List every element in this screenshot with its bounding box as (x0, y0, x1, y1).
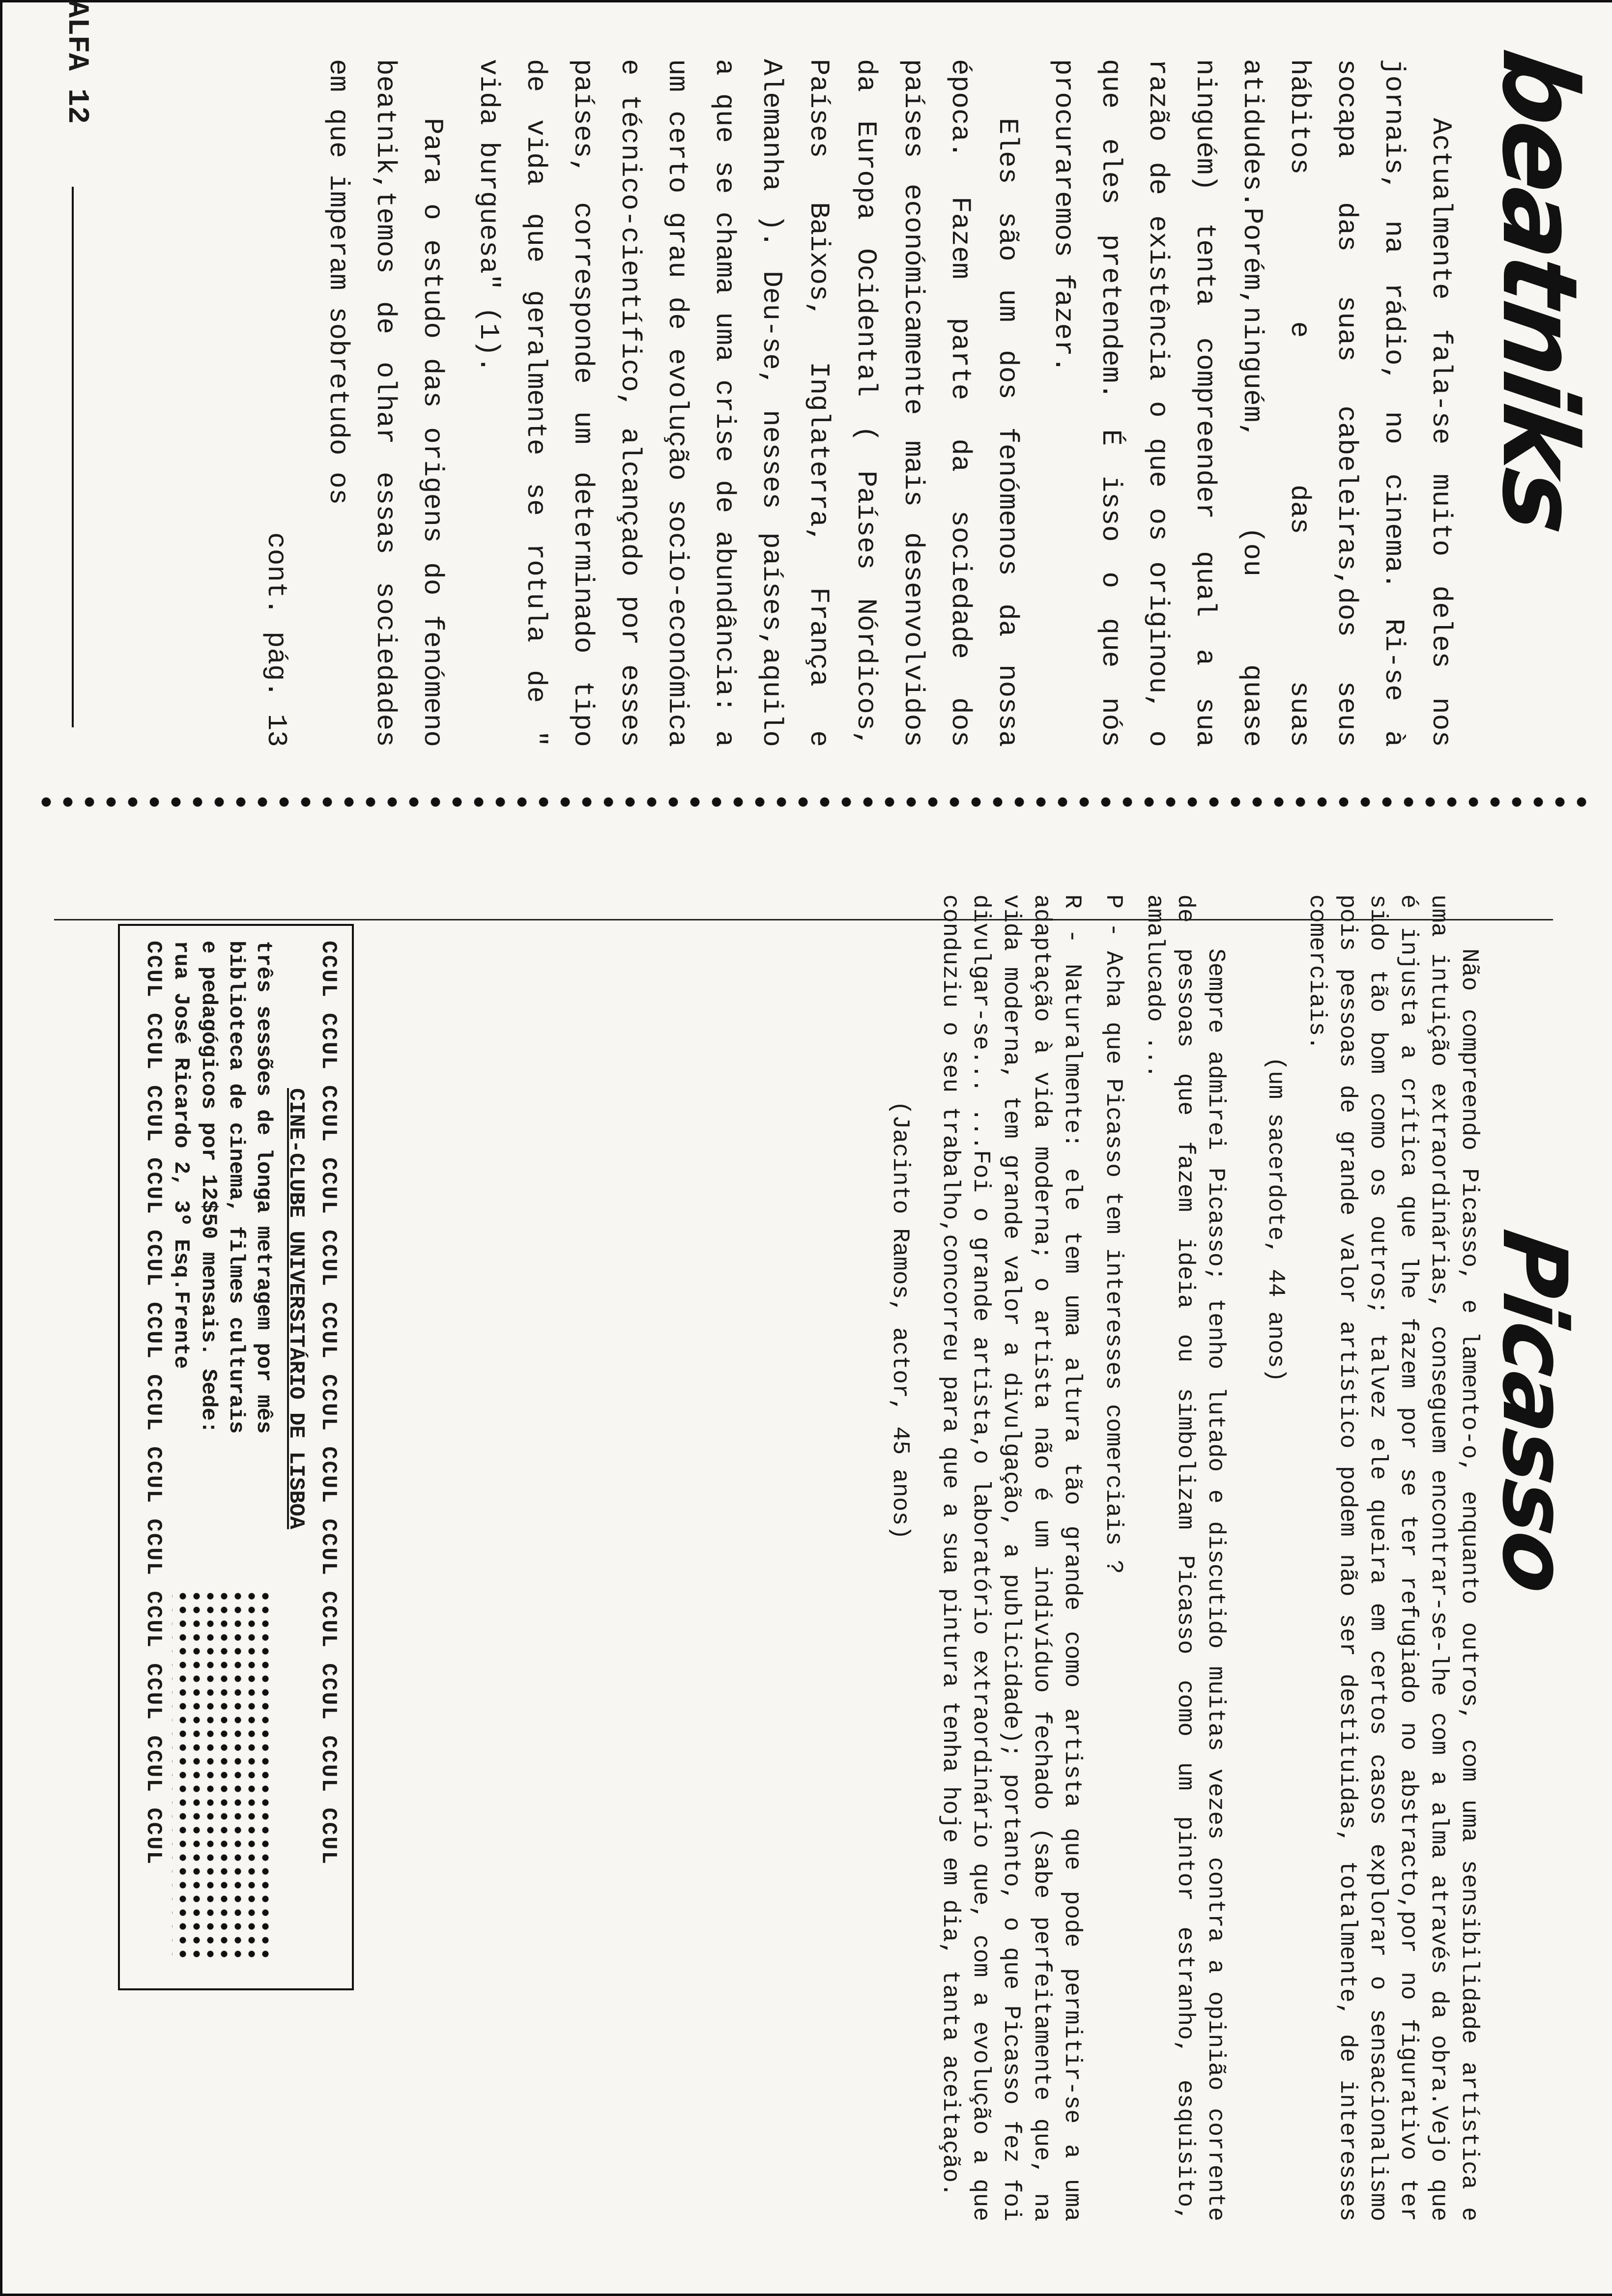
page-footer (54, 0, 93, 737)
dotted-divider (29, 796, 1592, 808)
ccul-top-row: CCUL CCUL CCUL CCUL CCUL CCUL CCUL CCUL CCUL CCUL CCUL CCUL CCUL (316, 941, 341, 1866)
signature-actor: (Jacinto Ramos, actor, 45 anos) (887, 1101, 913, 1540)
page-number: ALFA 12 (60, 0, 93, 124)
ccul-bottom-row: CCUL CCUL CCUL CCUL CCUL CCUL CCUL CCUL CCUL CCUL CCUL CCUL CCUL (141, 941, 166, 1866)
ccul-line-3: e pedagógicos por 12$50 mensais. Sede: (196, 941, 221, 1434)
continued-note: cont. pág. 13 (260, 532, 292, 747)
ccul-advert (118, 924, 354, 1990)
signature-priest: (um sacerdote, 44 anos) (1262, 1057, 1289, 1382)
ccul-line-4: rua José Ricardo 2, 3º Esq.Frente (169, 941, 193, 1369)
interview-answer: R - Naturalmente: ele tem uma altura tão grande como artista que pode permitir-se a uma adaptação à vida moderna; o artista não é um indivíduo fechado (sabe perfeitamente que, na vida moderna, tem grande valor a divulgação, a publicidade); portanto, o que Picasso fez foi divulgar-se... ...Foi o grande artista,o laboratório extraordinário que, com a evolução a que conduziu o seu trabalho,concorreu para que a sua pintura tenha hoje em dia, tanta aceitação. (937, 894, 1085, 2221)
margin-rule (54, 919, 1553, 920)
beatniks-paragraph-2: Eles são um dos fenómenos da nossa época. Fazem parte da sociedade dos países económicamente mais desenvolvidos da Europa Ocidental ( Países Nórdicos, Países Baixos, Inglaterra, França e Alemanha ). Deu-se, nesses países,aquilo a que se chama uma crise de abundância: a um certo grau de evolução socio-económica e técnico-científico, alcançado por esses países, corresponde um determinado tipo de vida que geralmente se rotula de " vida burguesa" (1). (473, 59, 1023, 747)
beatniks-paragraph-1: Actualmente fala-se muito deles nos jornais, na rádio, no cinema. Ri-se à socapa das suas cabeleiras,dos seus hábitos e das suas atidudes.Porém,ninguém, (ou quase ninguém) tenta compreender qual a sua razão de existência o que os originou, o que eles pretendem. É isso o que nós procuraremos fazer. (1048, 59, 1457, 747)
picasso-paragraph-2: Sempre admirei Picasso; tenho lutado e discutido muitas vezes contra a opinião corrente de pessoas que fazem ideia ou simbolizam Picasso como um pintor estranho, esquisito, amalucado ... (1141, 894, 1229, 2221)
beatniks-title-text: beatniks (1479, 43, 1600, 539)
interview-question: P - Acha que Picasso tem interesses comerciais ? (1100, 894, 1126, 1574)
beatniks-title (1479, 43, 1600, 747)
picasso-title (1483, 1224, 1586, 1730)
picasso-title-text: Picasso (1483, 1224, 1586, 1599)
picasso-article (855, 894, 1484, 2221)
picasso-paragraph-1: Não compreendo Picasso, e lamento-o, enquanto outros, com uma sensibilidade artística e uma intuição extraordinárias, conseguem encontrar-se-lhe com a alma através da obra.Vejo que é injusta a crítica que lhe fazem por se ter refugiado no abstracto,por no figurativo ter sido tão bom como os outros; talvez ele queira em certos casos explorar o sensacionalismo pois pessoas de grande valor artístico podem não ser destituidas, totalmente, de interesses comerciais. (1303, 894, 1482, 2221)
beatniks-paragraph-3: Para o estudo das origens do fenómeno beatnik,temos de olhar essas sociedades em que imperam sobretudo os (322, 59, 448, 747)
ccul-line-1: três sessões de longa metragem por mês (251, 941, 276, 1434)
ccul-dot-pattern (172, 1589, 272, 1964)
footer-rule (72, 187, 74, 727)
ccul-line-2: biblioteca de cinema, filmes culturais (224, 941, 248, 1434)
beatniks-article (253, 59, 1465, 747)
ccul-title: CINE-CLUBE UNIVERSITÁRIO DE LISBOA (284, 1088, 308, 1529)
ccul-body (167, 941, 277, 1974)
ccul-lines (167, 941, 277, 1579)
